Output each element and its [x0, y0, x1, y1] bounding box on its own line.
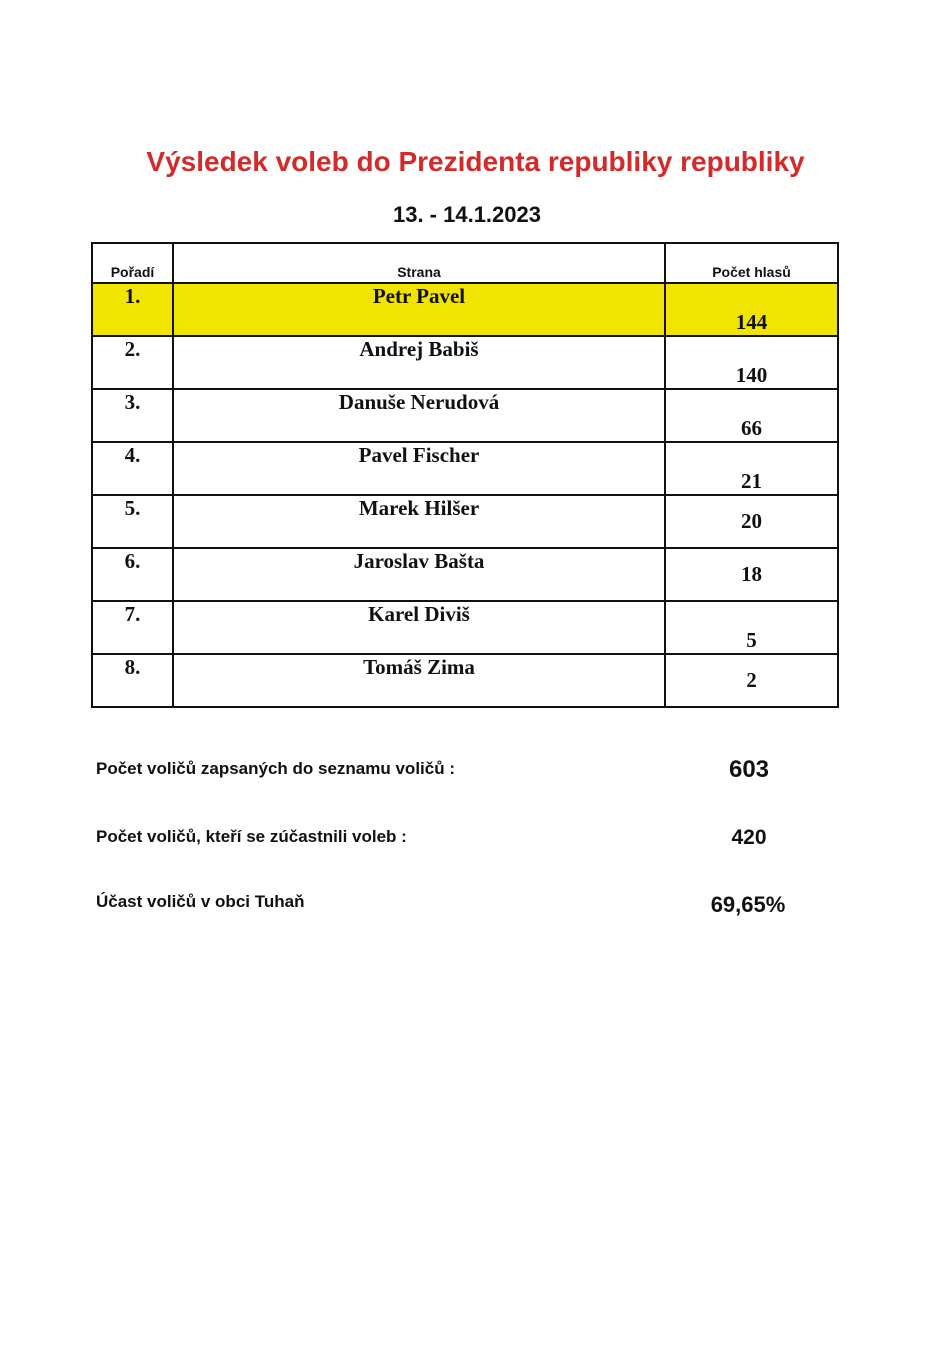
row-rank: 1. — [92, 283, 173, 336]
row-candidate: Andrej Babiš — [173, 336, 665, 389]
row-votes: 5 — [665, 601, 838, 654]
election-date: 13. - 14.1.2023 — [392, 202, 541, 227]
row-votes: 20 — [665, 495, 838, 548]
registered-voters-value: 603 — [728, 756, 770, 783]
participating-voters-label: Počet voličů, kteří se zúčastnili voleb : — [96, 827, 407, 846]
row-candidate: Karel Diviš — [173, 601, 665, 654]
registered-voters-label: Počet voličů zapsaných do seznamu voličů : — [96, 759, 455, 778]
row-candidate: Pavel Fischer — [173, 442, 665, 495]
row-rank: 5. — [92, 495, 173, 548]
table-row — [92, 442, 838, 495]
row-rank: 2. — [92, 336, 173, 389]
row-candidate: Jaroslav Bašta — [173, 548, 665, 601]
turnout-value: 69,65% — [710, 892, 786, 917]
row-votes: 21 — [665, 442, 838, 495]
row-candidate: Marek Hilšer — [173, 495, 665, 548]
results-table — [91, 242, 839, 708]
row-rank: 7. — [92, 601, 173, 654]
header-votes: Počet hlasů — [665, 243, 838, 283]
row-votes: 66 — [665, 389, 838, 442]
row-rank: 6. — [92, 548, 173, 601]
table-row — [92, 601, 838, 654]
table-row — [92, 548, 838, 601]
row-candidate: Petr Pavel — [173, 283, 665, 336]
table-row — [92, 654, 838, 707]
row-votes: 2 — [665, 654, 838, 707]
table-row — [92, 336, 838, 389]
row-rank: 8. — [92, 654, 173, 707]
row-votes: 144 — [665, 283, 838, 336]
row-candidate: Danuše Nerudová — [173, 389, 665, 442]
table-header-row — [92, 243, 838, 283]
table-row — [92, 389, 838, 442]
table-row — [92, 283, 838, 336]
row-votes: 18 — [665, 548, 838, 601]
page-title: Výsledek voleb do Prezidenta republiky republiky — [146, 146, 805, 177]
header-party: Strana — [173, 243, 665, 283]
row-rank: 4. — [92, 442, 173, 495]
participating-voters-value: 420 — [731, 826, 767, 849]
row-rank: 3. — [92, 389, 173, 442]
row-candidate: Tomáš Zima — [173, 654, 665, 707]
table-row — [92, 495, 838, 548]
turnout-label: Účast voličů v obci Tuhaň — [96, 892, 305, 911]
header-rank: Pořadí — [92, 243, 173, 283]
row-votes: 140 — [665, 336, 838, 389]
